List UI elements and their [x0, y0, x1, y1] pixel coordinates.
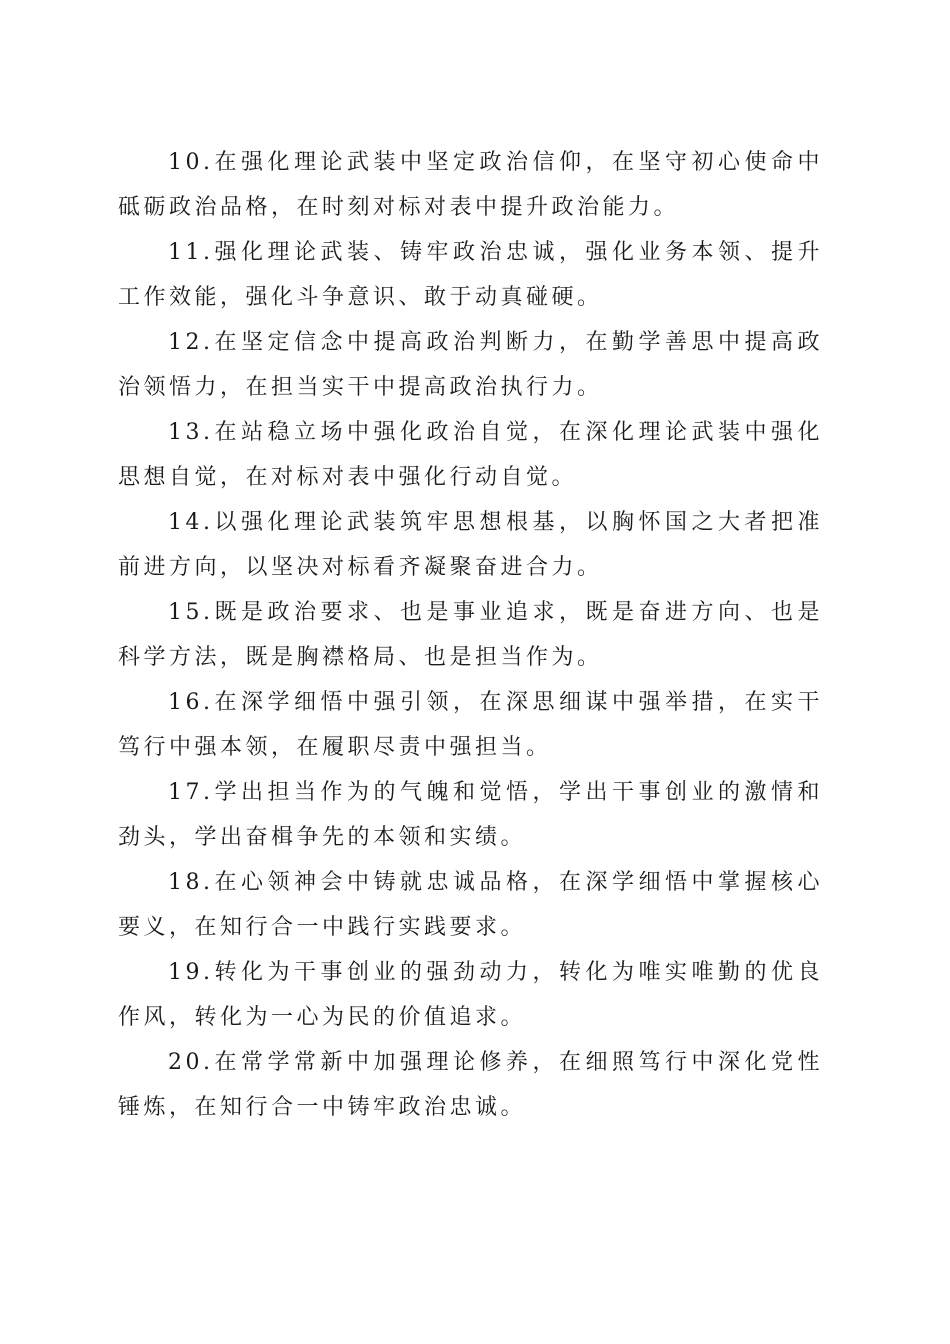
paragraph-13: 13.在站稳立场中强化政治自觉，在深化理论武装中强化思想自觉，在对标对表中强化行动自觉。: [118, 420, 823, 490]
paragraph-20: 20.在常学常新中加强理论修养，在细照笃行中深化党性锤炼，在知行合一中铸牢政治忠诚。: [118, 1050, 823, 1120]
paragraph-17: 17.学出担当作为的气魄和觉悟，学出干事创业的激情和劲头，学出奋楫争先的本领和实绩。: [118, 780, 823, 850]
paragraph-19: 19.转化为干事创业的强劲动力，转化为唯实唯勤的优良作风，转化为一心为民的价值追求。: [118, 960, 823, 1030]
paragraph-11: 11.强化理论武装、铸牢政治忠诚，强化业务本领、提升工作效能，强化斗争意识、敢于动真碰硬。: [118, 240, 823, 310]
paragraph-18: 18.在心领神会中铸就忠诚品格，在深学细悟中掌握核心要义，在知行合一中践行实践要求。: [118, 870, 823, 940]
paragraph-15: 15.既是政治要求、也是事业追求，既是奋进方向、也是科学方法，既是胸襟格局、也是担当作为。: [118, 600, 823, 670]
paragraph-10: 10.在强化理论武装中坚定政治信仰，在坚守初心使命中砥砺政治品格，在时刻对标对表中提升政治能力。: [118, 150, 823, 220]
paragraph-12: 12.在坚定信念中提高政治判断力，在勤学善思中提高政治领悟力，在担当实干中提高政治执行力。: [118, 330, 823, 400]
paragraph-16: 16.在深学细悟中强引领，在深思细谋中强举措，在实干笃行中强本领，在履职尽责中强担当。: [118, 690, 823, 760]
paragraph-14: 14.以强化理论武装筑牢思想根基，以胸怀国之大者把准前进方向，以坚决对标看齐凝聚奋进合力。: [118, 510, 823, 580]
document-body: [118, 140, 823, 1130]
